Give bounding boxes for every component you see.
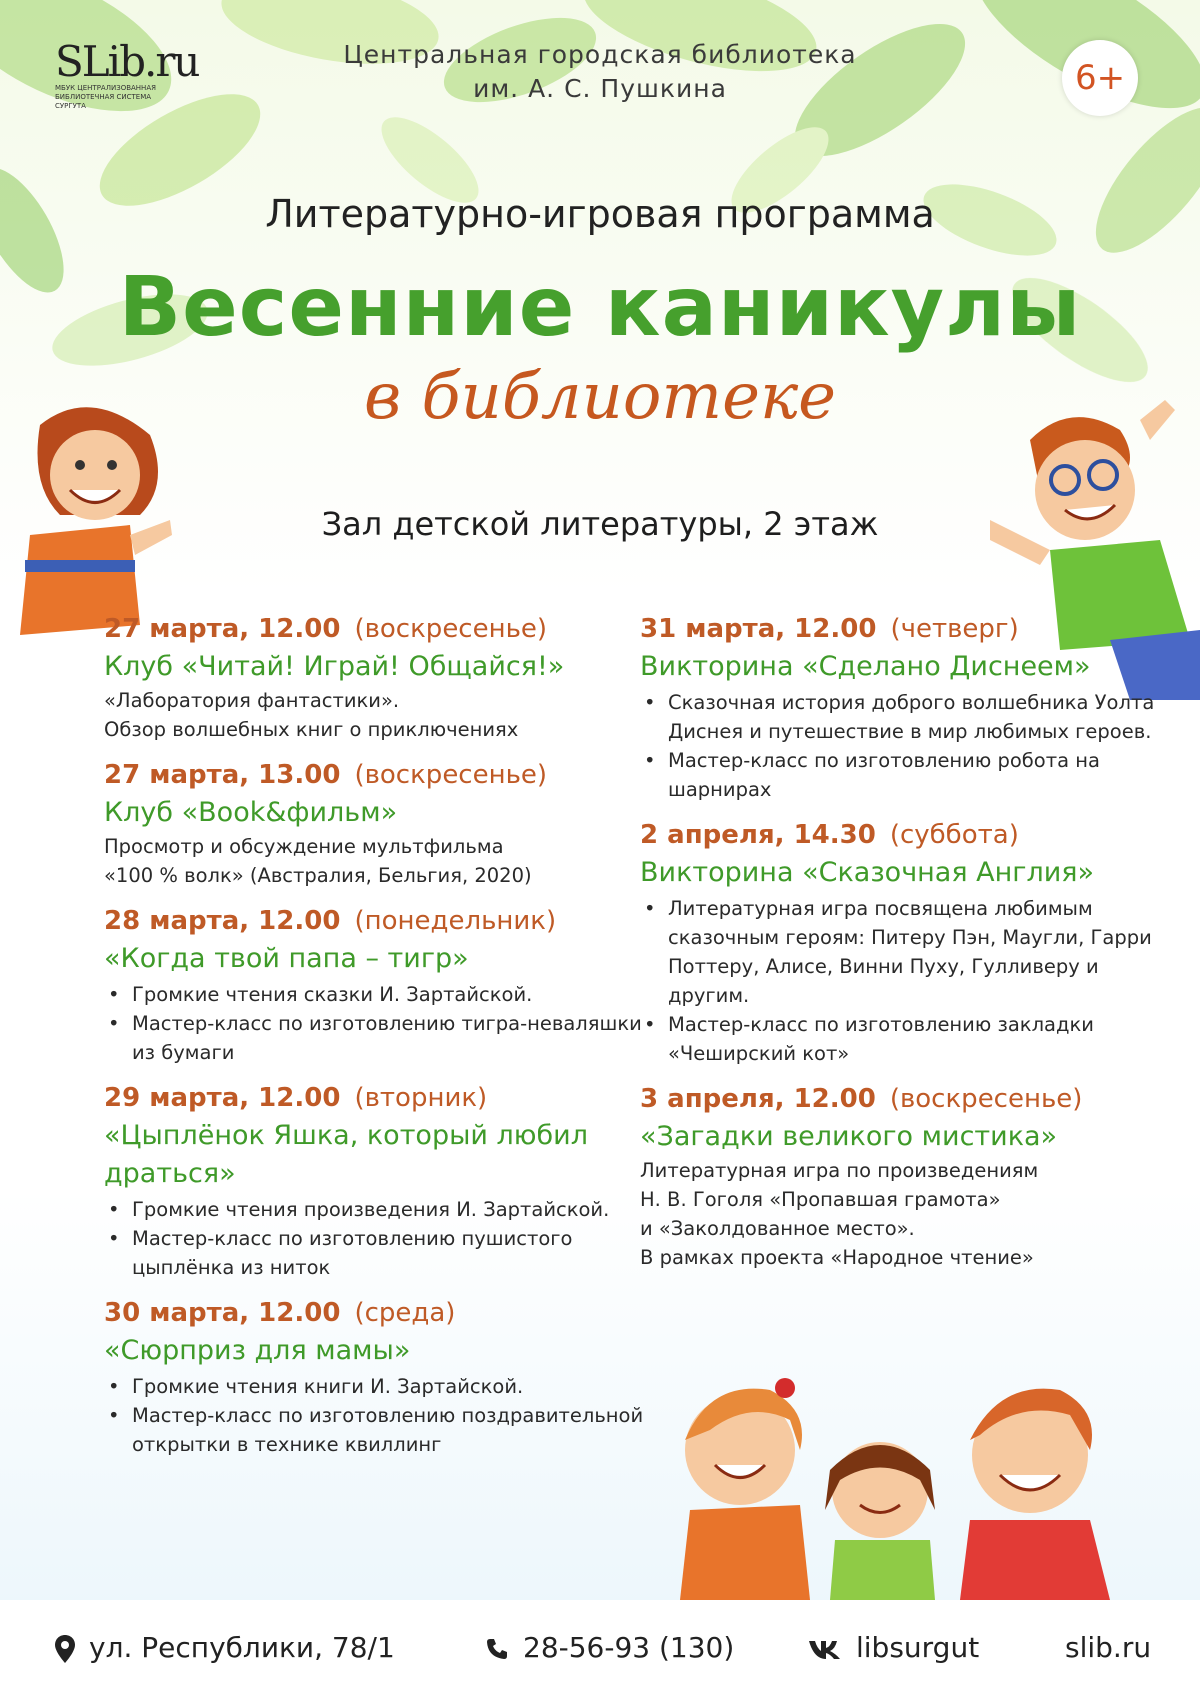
event-weekday: (понедельник) bbox=[354, 906, 557, 936]
event-date-line bbox=[640, 1082, 1180, 1116]
event-card bbox=[104, 612, 644, 744]
event-card bbox=[104, 1296, 644, 1459]
program-title-script: в библиотеке bbox=[363, 360, 837, 434]
event-card bbox=[104, 1081, 644, 1282]
event-date: 2 апреля, 14.30 bbox=[640, 820, 876, 850]
event-bullet: • Мастер-класс по изготовлению робота на шарнирах bbox=[640, 746, 1180, 804]
event-bullet: • Литературная игра посвящена любимым сказочным героям: Питеру Пэн, Маугли, Гарри Поттеру, Алисе, Винни Пуху, Гулливеру и другим. bbox=[640, 894, 1180, 1010]
vk-item[interactable] bbox=[808, 1630, 979, 1666]
event-description-line: и «Заколдованное место». bbox=[640, 1217, 915, 1240]
event-date: 27 марта, 12.00 bbox=[104, 614, 341, 644]
event-description-line: Н. В. Гоголя «Пропавшая грамота» bbox=[640, 1188, 1001, 1211]
event-date-line bbox=[104, 758, 644, 792]
event-weekday: (воскресенье) bbox=[354, 614, 548, 644]
event-bullet: • Сказочная история доброго волшебника Уолта Диснея и путешествие в мир любимых героев. bbox=[640, 688, 1180, 746]
event-description-line: Литературная игра по произведениям bbox=[640, 1159, 1039, 1182]
event-title: Викторина «Сказочная Англия» bbox=[640, 857, 1095, 888]
event-weekday: (воскресенье) bbox=[889, 1084, 1083, 1114]
phone-text: 28-56-93 (130) bbox=[523, 1631, 735, 1664]
event-date: 31 марта, 12.00 bbox=[640, 614, 877, 644]
footer-contacts bbox=[0, 1600, 1200, 1697]
event-bullet-list bbox=[104, 1195, 644, 1282]
event-bullet-list bbox=[104, 1372, 644, 1459]
logo-text: SLib.ru bbox=[55, 37, 199, 86]
vk-icon bbox=[808, 1638, 842, 1660]
event-description-line: Просмотр и обсуждение мультфильма bbox=[104, 835, 504, 858]
library-name-line1: Центральная городская библиотека bbox=[343, 40, 857, 69]
event-bullet: • Мастер-класс по изготовлению тигра-неваляшки из бумаги bbox=[104, 1009, 644, 1067]
event-title: «Когда твой папа – тигр» bbox=[104, 943, 469, 974]
event-location: Зал детской литературы, 2 этаж bbox=[321, 505, 879, 543]
event-description-line: «100 % волк» (Австралия, Бельгия, 2020) bbox=[104, 864, 532, 887]
event-bullet-list bbox=[640, 894, 1180, 1068]
event-date: 3 апреля, 12.00 bbox=[640, 1084, 876, 1114]
event-title: Викторина «Сделано Диснеем» bbox=[640, 651, 1091, 682]
event-title: «Цыплёнок Яшка, который любил драться» bbox=[104, 1120, 588, 1189]
event-bullet-list bbox=[104, 980, 644, 1067]
event-bullet: • Мастер-класс по изготовлению пушистого цыплёнка из ниток bbox=[104, 1224, 644, 1282]
event-card bbox=[104, 904, 644, 1067]
event-title: Клуб «Book&фильм» bbox=[104, 797, 398, 828]
event-weekday: (четверг) bbox=[890, 614, 1019, 644]
event-weekday: (воскресенье) bbox=[354, 760, 548, 790]
event-weekday: (суббота) bbox=[889, 820, 1019, 850]
library-name bbox=[300, 38, 900, 106]
event-bullet: • Мастер-класс по изготовлению поздравительной открытки в технике квиллинг bbox=[104, 1401, 644, 1459]
event-bullet: • Громкие чтения книги И. Зартайской. bbox=[104, 1372, 644, 1401]
three-kids-illustration bbox=[650, 1360, 1130, 1600]
phone-icon bbox=[485, 1637, 509, 1661]
event-card bbox=[640, 1082, 1180, 1272]
events-right-column bbox=[640, 612, 1180, 1286]
event-weekday: (вторник) bbox=[354, 1083, 488, 1113]
event-date-line bbox=[104, 612, 644, 646]
event-date-line bbox=[104, 1081, 644, 1115]
event-date-line bbox=[104, 904, 644, 938]
event-card bbox=[640, 612, 1180, 804]
address-item[interactable] bbox=[55, 1630, 395, 1666]
phone-item[interactable] bbox=[485, 1630, 734, 1666]
event-bullet: • Громкие чтения сказки И. Зартайской. bbox=[104, 980, 644, 1009]
event-date-line bbox=[640, 612, 1180, 646]
event-date: 29 марта, 12.00 bbox=[104, 1083, 341, 1113]
event-date: 27 марта, 13.00 bbox=[104, 760, 341, 790]
logo-org-name: МБУК ЦЕНТРАЛИЗОВАННАЯ БИБЛИОТЕЧНАЯ СИСТЕМА СУРГУТА bbox=[55, 84, 156, 110]
event-title: Клуб «Читай! Играй! Общайся!» bbox=[104, 651, 565, 682]
library-logo[interactable] bbox=[55, 37, 245, 120]
event-date: 30 марта, 12.00 bbox=[104, 1298, 341, 1328]
library-name-line2: им. А. С. Пушкина bbox=[473, 74, 727, 103]
event-card bbox=[104, 758, 644, 890]
program-title: Весенние каникулы bbox=[118, 260, 1082, 355]
event-date: 28 марта, 12.00 bbox=[104, 906, 341, 936]
event-description-line: В рамках проекта «Народное чтение» bbox=[640, 1246, 1034, 1269]
event-title: «Сюрприз для мамы» bbox=[104, 1335, 411, 1366]
event-date-line bbox=[640, 818, 1180, 852]
location-pin-icon bbox=[55, 1635, 75, 1663]
event-card bbox=[640, 818, 1180, 1068]
age-rating-badge: 6+ bbox=[1062, 40, 1138, 116]
events-left-column bbox=[104, 612, 644, 1473]
vk-handle: libsurgut bbox=[856, 1631, 980, 1664]
event-bullet: • Мастер-класс по изготовлению закладки «Чеширский кот» bbox=[640, 1010, 1180, 1068]
address-text: ул. Республики, 78/1 bbox=[89, 1631, 395, 1664]
program-subtitle: Литературно-игровая программа bbox=[265, 192, 935, 236]
event-weekday: (среда) bbox=[354, 1298, 456, 1328]
event-description-line: «Лаборатория фантастики». bbox=[104, 689, 400, 712]
event-bullet: • Громкие чтения произведения И. Зартайской. bbox=[104, 1195, 644, 1224]
event-title: «Загадки великого мистика» bbox=[640, 1121, 1058, 1152]
website-link[interactable]: slib.ru bbox=[1065, 1631, 1152, 1664]
event-date-line bbox=[104, 1296, 644, 1330]
event-description-line: Обзор волшебных книг о приключениях bbox=[104, 718, 519, 741]
event-bullet-list bbox=[640, 688, 1180, 804]
